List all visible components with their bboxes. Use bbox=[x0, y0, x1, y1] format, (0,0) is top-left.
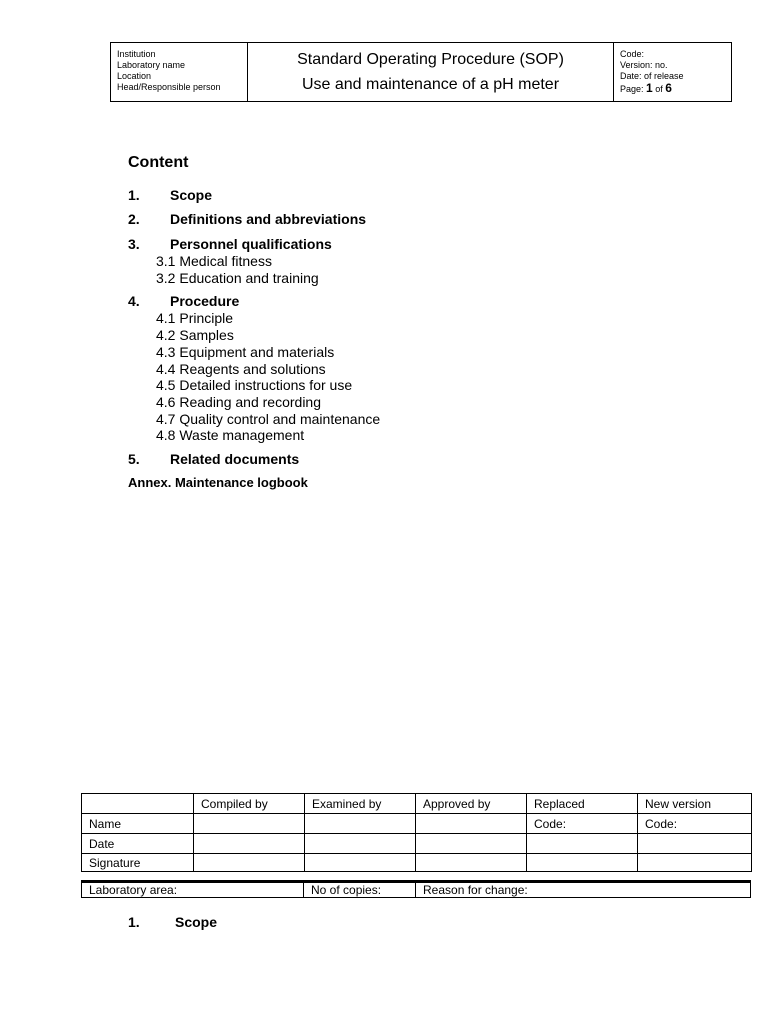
table-cell: Date bbox=[82, 834, 194, 854]
section-1-heading bbox=[128, 914, 217, 930]
table-cell: Name bbox=[82, 814, 194, 834]
toc-section-2 bbox=[128, 210, 628, 228]
table-header-cell: Examined by bbox=[305, 794, 416, 814]
toc-subsection: 4.8 Waste management bbox=[156, 427, 305, 444]
annex-line: Annex. Maintenance logbook bbox=[128, 475, 308, 490]
table-cell: Code: bbox=[527, 814, 638, 834]
content-heading: Content bbox=[128, 154, 189, 171]
toc-section-number: 3. bbox=[128, 236, 140, 252]
toc-subsection: 4.7 Quality control and maintenance bbox=[156, 410, 381, 427]
toc-subsection: 4.2 Samples bbox=[156, 327, 234, 344]
version-label: Version: no. bbox=[620, 60, 668, 70]
toc-section-5 bbox=[128, 450, 628, 468]
page-total: 6 bbox=[665, 81, 672, 95]
sop-subtitle: Use and maintenance of a pH meter bbox=[301, 76, 560, 93]
toc-section-4 bbox=[128, 292, 628, 310]
table-cell bbox=[416, 854, 527, 872]
header-meta-block bbox=[614, 43, 731, 101]
of-label: of bbox=[655, 84, 663, 94]
table-of-contents bbox=[128, 186, 628, 468]
toc-section-label: Scope bbox=[170, 187, 213, 203]
laboratory-name-label: Laboratory name bbox=[117, 60, 186, 70]
code-label: Code: bbox=[620, 49, 645, 59]
page-number: 1 bbox=[646, 81, 653, 95]
table-row bbox=[82, 834, 752, 854]
toc-subsection: 3.1 Medical fitness bbox=[156, 253, 272, 269]
table-cell bbox=[527, 854, 638, 872]
table-cell bbox=[416, 814, 527, 834]
copies-label: No of copies: bbox=[304, 883, 416, 897]
sop-title: Standard Operating Procedure (SOP) bbox=[297, 51, 564, 68]
toc-subsection: 4.5 Detailed instructions for use bbox=[156, 377, 353, 394]
toc-section-1 bbox=[128, 186, 628, 204]
table-cell bbox=[194, 854, 305, 872]
header-title-block bbox=[248, 43, 614, 101]
table-row bbox=[82, 814, 752, 834]
section-number: 1. bbox=[128, 914, 140, 930]
table-header-cell: Replaced bbox=[527, 794, 638, 814]
table-header-row bbox=[82, 794, 752, 814]
table-cell bbox=[305, 814, 416, 834]
table-cell bbox=[305, 834, 416, 854]
table-cell bbox=[638, 854, 752, 872]
table-cell bbox=[638, 834, 752, 854]
table-footer-row bbox=[81, 880, 751, 898]
toc-section-number: 5. bbox=[128, 451, 140, 468]
toc-section-number: 4. bbox=[128, 293, 140, 310]
header-institution-block bbox=[111, 43, 248, 101]
head-person-label: Head/Responsible person bbox=[117, 82, 221, 92]
toc-subsection: 4.1 Principle bbox=[156, 310, 234, 327]
toc-subsection: 4.6 Reading and recording bbox=[156, 393, 322, 410]
toc-section-number: 2. bbox=[128, 211, 140, 227]
table-header-cell: Compiled by bbox=[194, 794, 305, 814]
table-cell bbox=[305, 854, 416, 872]
table-cell bbox=[416, 834, 527, 854]
toc-section-number: 1. bbox=[128, 187, 140, 203]
toc-section-label: Procedure bbox=[170, 293, 240, 310]
table-cell: Code: bbox=[638, 814, 752, 834]
toc-subsection: 4.3 Equipment and materials bbox=[156, 343, 335, 360]
table-cell bbox=[527, 834, 638, 854]
toc-subsection: 3.2 Education and training bbox=[156, 269, 319, 286]
page-counter bbox=[620, 83, 731, 95]
reason-for-change-label: Reason for change: bbox=[423, 883, 528, 897]
table-cell bbox=[194, 814, 305, 834]
document-header bbox=[110, 42, 732, 102]
location-label: Location bbox=[117, 71, 152, 81]
toc-section-3 bbox=[128, 235, 628, 253]
table-header-cell: Approved by bbox=[416, 794, 527, 814]
table-cell bbox=[194, 834, 305, 854]
table-cell: Signature bbox=[82, 854, 194, 872]
institution-label: Institution bbox=[117, 49, 156, 59]
toc-section-label: Related documents bbox=[170, 451, 300, 468]
table-header-cell: New version bbox=[638, 794, 752, 814]
section-title: Scope bbox=[175, 914, 218, 930]
approval-table bbox=[81, 793, 752, 872]
table-row bbox=[82, 854, 752, 872]
toc-section-label: Personnel qualifications bbox=[170, 236, 332, 252]
table-header-cell bbox=[82, 794, 194, 814]
page-label: Page: bbox=[620, 84, 644, 94]
toc-section-label: Definitions and abbreviations bbox=[170, 211, 367, 227]
toc-subsection: 4.4 Reagents and solutions bbox=[156, 360, 326, 377]
date-label: Date: of release bbox=[620, 71, 684, 81]
laboratory-area-label: Laboratory area: bbox=[82, 883, 304, 897]
